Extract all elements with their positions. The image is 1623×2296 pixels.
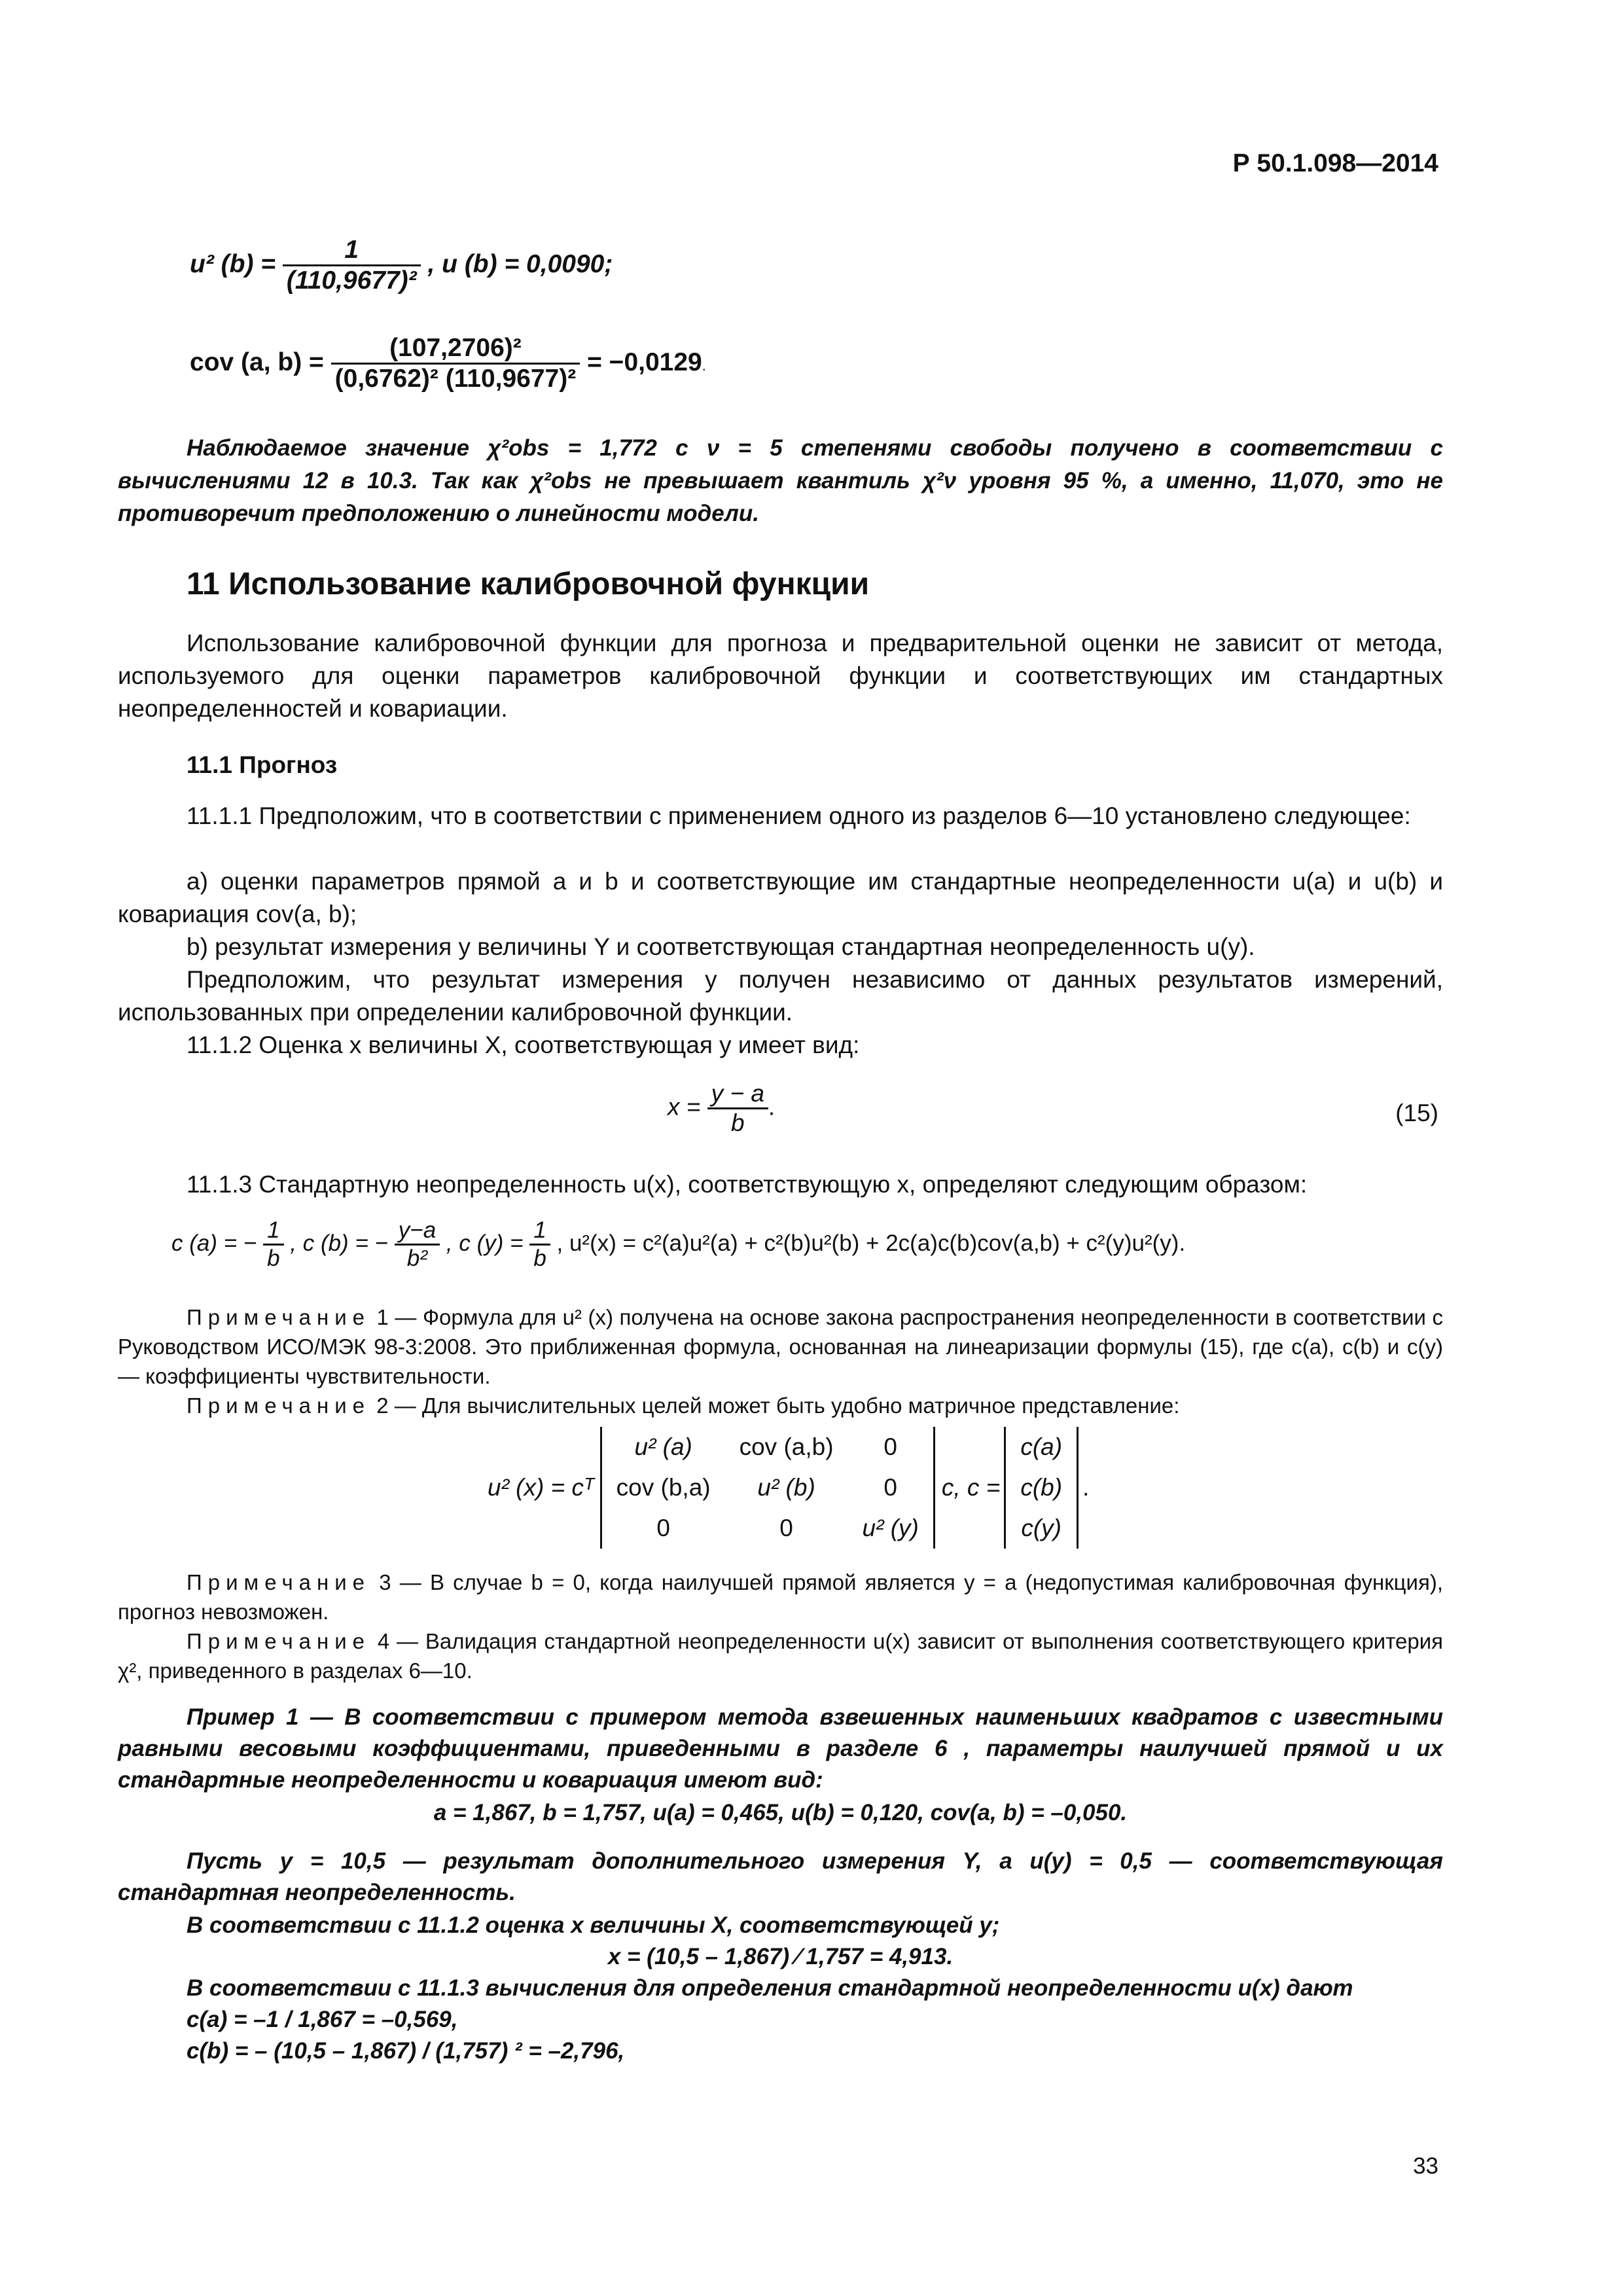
formula-cov-rhs: = −0,0129: [587, 348, 702, 376]
matrix-end: .: [1082, 1474, 1090, 1501]
eq15-numerator: y − a: [707, 1080, 768, 1109]
matrix-cell: 0: [779, 1515, 793, 1541]
c-vector-cell: c(a): [1020, 1433, 1063, 1460]
note-2-label: Примечание: [187, 1393, 371, 1418]
ca-fraction: [263, 1217, 283, 1272]
section-11-heading: 11 Использование калибровочной функции: [187, 567, 870, 601]
example-1-intro: Пример 1 — В соответствии с примером метода взвешенных наименьших квадратов с известными равными весовыми коэффициентами, приведенными в разделе 6 , параметры наилучшей прямой и их стандартные неопределенности и ковариация имеют вид:: [118, 1704, 1443, 1793]
ca-denominator: b: [267, 1246, 280, 1271]
paragraph-independence: Предположим, что результат измерения y получен независимо от данных результатов измерений, использованных при определении калибровочной функции.: [118, 966, 1443, 1026]
paragraph-11-1-2: 11.1.2 Оценка x величины X, соответствующая y имеет вид:: [187, 1031, 860, 1058]
subsection-11-1-heading: 11.1 Прогноз: [187, 751, 338, 778]
sensitivity-formula: [171, 1217, 1185, 1272]
paragraph-11-1-1: 11.1.1 Предположим, что в соответствии с применением одного из разделов 6—10 установлено следующее:: [187, 802, 1411, 829]
formula-ub-rhs: , u (b) = 0,0090;: [427, 249, 613, 278]
example-1-measurement: Пусть y = 10,5 — результат дополнительного измерения Y, а u(y) = 0,5 — соответствующая стандартная неопределенность.: [118, 1848, 1443, 1905]
item-b: b) результат измерения y величины Y и соответствующая стандартная неопределенность u(y).: [187, 933, 1255, 960]
ux-formula: , u²(x) = c²(a)u²(a) + c²(b)u²(b) + 2c(a)c(b)cov(a,b) + c²(y)u²(y).: [556, 1230, 1186, 1256]
formula-cov: [190, 334, 706, 393]
example-1-uncertainty-intro: В соответствии с 11.1.3 вычисления для определения стандартной неопределенности u(x) дают: [187, 1975, 1353, 2001]
matrix-cell: 0: [883, 1433, 897, 1460]
equation-15: [668, 1080, 775, 1137]
note-3: [118, 1568, 1443, 1626]
item-a: a) оценки параметров прямой a и b и соответствующие им стандартные неопределенности u(a) и u(b) и ковариация cov(a, b);: [118, 868, 1443, 927]
formula-ub: [190, 236, 613, 295]
matrix-row: [601, 1508, 934, 1549]
cb-denominator: b²: [406, 1246, 428, 1271]
section-11-intro: Использование калибровочной функции для прогноза и предварительной оценки не зависит от метода, используемого для оценки параметров калибровочной функции и соответствующих им стандартных неопределенностей и ковариации.: [118, 630, 1443, 722]
note-1-text: 1 — Формула для u² (x) получена на основе закона распространения неопределенности в соответствии с Руководством ИСО/МЭК 98-3:2008. Это приближенная формула, основанная на линеаризации формулы (15), где c(a), c(b) и c(y) — коэффициенты чувствительности.: [118, 1305, 1443, 1388]
matrix-cell: cov (b,a): [616, 1474, 711, 1501]
c-vector: [1004, 1427, 1079, 1549]
c-vector-cell: c(b): [1020, 1474, 1063, 1501]
note-1-label: Примечание: [187, 1305, 371, 1329]
document-id: Р 50.1.098—2014: [1232, 149, 1438, 177]
note-4-label: Примечание: [187, 1629, 371, 1653]
eq15-fraction: [707, 1080, 768, 1137]
example-1-ca-calc: c(a) = –1 / 1,867 = –0,569,: [187, 2007, 458, 2032]
cb-numerator: y−a: [395, 1217, 440, 1246]
formula-ub-numerator: 1: [283, 236, 421, 266]
eq15-denominator: b: [731, 1109, 745, 1136]
cb-lhs: , c (b) = −: [290, 1230, 389, 1256]
formula-cov-numerator: (107,2706)²: [331, 334, 580, 365]
c-vector-cell: c(y): [1021, 1515, 1062, 1541]
formula-ub-denominator: (110,9677)²: [286, 266, 417, 295]
covariance-matrix: [600, 1427, 935, 1549]
cb-fraction: [395, 1217, 440, 1272]
page-number: 33: [1413, 2153, 1438, 2179]
example-1-estimate-intro: В соответствии с 11.1.2 оценка x величины X, соответствующей y;: [187, 1912, 1000, 1938]
note-2-text: 2 — Для вычислительных целей может быть удобно матричное представление:: [376, 1393, 1180, 1418]
paragraph-11-1-3: 11.1.3 Стандартную неопределенность u(x), соответствующую x, определяют следующим образом:: [187, 1171, 1308, 1198]
note-3-label: Примечание: [187, 1570, 371, 1594]
note-1: [118, 1302, 1443, 1391]
formula-cov-lhs: cov (a, b) =: [190, 348, 324, 376]
matrix-row: [601, 1427, 934, 1467]
matrix-cell: cov (a,b): [739, 1433, 834, 1460]
example-1-cb-calc: c(b) = – (10,5 – 1,867) / (1,757) ² = –2,796,: [187, 2038, 625, 2064]
formula-cov-denominator: (0,6762)² (110,9677)²: [334, 365, 577, 393]
cy-lhs: , c (y) =: [446, 1230, 524, 1256]
matrix-formula: [488, 1427, 1089, 1549]
note-4-text: 4 — Валидация стандартной неопределенности u(x) зависит от выполнения соответствующего критерия χ², приведенного в разделах 6—10.: [118, 1629, 1443, 1683]
matrix-row: [601, 1467, 934, 1508]
note-3-text: 3 — В случае b = 0, когда наилучшей прямой является y = a (недопустимая калибровочная функция), прогноз невозможен.: [118, 1570, 1444, 1624]
cy-fraction: [529, 1217, 550, 1272]
cy-denominator: b: [533, 1246, 546, 1271]
formula-cov-fraction: [331, 334, 580, 393]
matrix-cell: u² (b): [757, 1474, 815, 1501]
formula-cov-end: .: [702, 357, 706, 374]
chi-square-paragraph: Наблюдаемое значение χ²obs = 1,772 с ν = 5 степенями свободы получено в соответствии с вычислениями 12 в 10.3. Так как χ²obs не превышает квантиль χ²ν уровня 95 %, а именно, 11,070, это не противоречит предположению о линейности модели.: [118, 435, 1443, 526]
note-2: [118, 1391, 1443, 1420]
ca-lhs: c (a) = −: [171, 1230, 257, 1256]
matrix-mid: c, c =: [941, 1474, 1001, 1501]
formula-ub-fraction: [283, 236, 421, 295]
eq15-dot: .: [768, 1093, 776, 1121]
matrix-cell: 0: [656, 1515, 670, 1541]
matrix-cell: u² (y): [862, 1515, 919, 1541]
eq15-lhs: x =: [668, 1093, 701, 1121]
example-1-x-calc: x = (10,5 – 1,867) ⁄ 1,757 = 4,913.: [607, 1944, 954, 1969]
equation-15-number: (15): [1395, 1100, 1438, 1126]
formula-ub-lhs: u² (b) =: [190, 249, 276, 278]
ca-numerator: 1: [263, 1217, 283, 1246]
example-1-params: a = 1,867, b = 1,757, u(a) = 0,465, u(b) = 0,120, cov(a, b) = –0,050.: [433, 1800, 1128, 1825]
note-4: [118, 1626, 1443, 1685]
cy-numerator: 1: [529, 1217, 550, 1246]
matrix-cell: u² (a): [634, 1433, 692, 1460]
matrix-cell: 0: [883, 1474, 897, 1501]
matrix-lhs: u² (x) = cᵀ: [488, 1474, 594, 1501]
